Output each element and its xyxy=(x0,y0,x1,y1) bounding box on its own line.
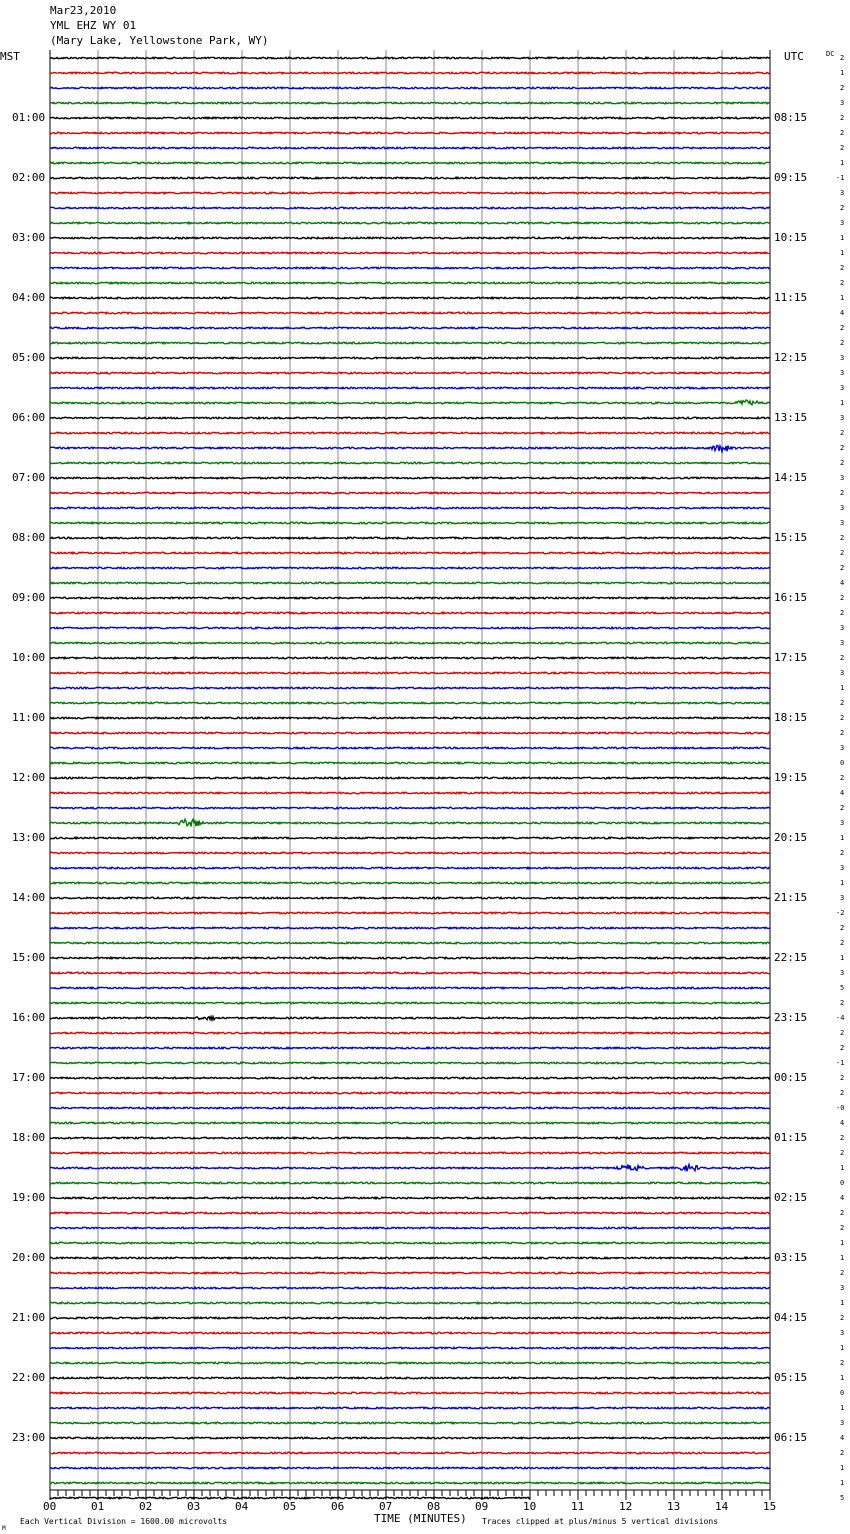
x-tick-label: 09 xyxy=(475,1500,489,1513)
dc-offset-value: 2 xyxy=(840,444,845,452)
seismic-trace xyxy=(50,537,770,539)
dc-offset-value: -0 xyxy=(836,1104,845,1112)
seismic-trace xyxy=(50,687,770,689)
seismic-trace xyxy=(50,222,770,224)
dc-offset-value: 1 xyxy=(840,1239,845,1247)
seismic-trace xyxy=(50,1062,770,1064)
dc-offset-value: 0 xyxy=(840,1179,845,1187)
dc-offset-value: 2 xyxy=(840,129,845,137)
seismic-trace xyxy=(50,162,770,164)
seismic-trace xyxy=(50,445,770,452)
dc-offset-value: 1 xyxy=(840,834,845,842)
left-hour-label: 21:00 xyxy=(12,1311,46,1324)
right-hour-label: 17:15 xyxy=(774,651,808,664)
seismic-trace xyxy=(50,657,770,659)
seismic-trace xyxy=(50,312,770,314)
dc-offset-value: -2 xyxy=(836,909,845,917)
dc-offset-value: 3 xyxy=(840,819,845,827)
seismic-trace xyxy=(50,1122,770,1124)
seismic-trace xyxy=(50,762,770,764)
left-hour-label: 17:00 xyxy=(12,1071,46,1084)
seismic-trace xyxy=(50,117,770,119)
seismic-trace xyxy=(50,987,770,989)
seismic-trace xyxy=(50,342,770,344)
dc-offset-value: 2 xyxy=(840,564,845,572)
x-tick-label: 04 xyxy=(235,1500,249,1513)
seismic-trace xyxy=(50,477,770,479)
left-hour-label: 14:00 xyxy=(12,891,46,904)
dc-offset-value: 2 xyxy=(840,654,845,662)
dc-offset-value: 2 xyxy=(840,924,845,932)
dc-offset-value: 2 xyxy=(840,1044,845,1052)
dc-offset-value: 2 xyxy=(840,1449,845,1457)
x-tick-label: 06 xyxy=(331,1500,345,1513)
seismic-trace xyxy=(50,1182,770,1184)
seismic-trace xyxy=(50,567,770,569)
seismic-trace xyxy=(50,147,770,149)
x-tick-label: 01 xyxy=(91,1500,105,1513)
right-hour-label: 02:15 xyxy=(774,1191,808,1204)
seismic-trace xyxy=(50,627,770,629)
seismic-trace xyxy=(50,1407,770,1409)
left-hour-label: 19:00 xyxy=(12,1191,46,1204)
seismic-trace xyxy=(50,1467,770,1469)
seismic-trace xyxy=(50,1002,770,1004)
dc-offset-value: -1 xyxy=(836,1059,845,1067)
dc-offset-value: 1 xyxy=(840,1404,845,1412)
seismic-trace xyxy=(50,612,770,614)
right-hour-label: 23:15 xyxy=(774,1011,808,1024)
dc-offset-value: 3 xyxy=(840,519,845,527)
seismic-trace xyxy=(50,852,770,854)
dc-offset-value: 2 xyxy=(840,459,845,467)
seismic-trace xyxy=(50,942,770,944)
seismic-trace xyxy=(50,102,770,104)
seismic-trace xyxy=(50,1452,770,1454)
dc-offset-value: 0 xyxy=(840,759,845,767)
dc-offset-value: 2 xyxy=(840,84,845,92)
seismic-trace xyxy=(50,867,770,869)
seismic-trace xyxy=(50,1107,770,1109)
dc-offset-value: 3 xyxy=(840,189,845,197)
seismic-trace xyxy=(50,1377,770,1379)
dc-offset-value: 3 xyxy=(840,384,845,392)
left-hour-label: 02:00 xyxy=(12,171,46,184)
dc-offset-value: 2 xyxy=(840,1224,845,1232)
dc-offset-value: 3 xyxy=(840,474,845,482)
x-tick-label: 03 xyxy=(187,1500,201,1513)
x-tick-label: 08 xyxy=(427,1500,441,1513)
dc-offset-value: 1 xyxy=(840,1164,845,1172)
seismic-trace xyxy=(50,1032,770,1034)
x-tick-label: 15 xyxy=(763,1500,777,1513)
dc-offset-value: 1 xyxy=(840,1464,845,1472)
left-hour-label: 03:00 xyxy=(12,231,46,244)
seismic-trace xyxy=(50,1392,770,1394)
right-hour-label: 20:15 xyxy=(774,831,808,844)
dc-offset-value: 2 xyxy=(840,339,845,347)
seismic-trace xyxy=(50,1272,770,1274)
dc-offset-value: 1 xyxy=(840,294,845,302)
dc-offset-value: 1 xyxy=(840,234,845,242)
seismic-trace xyxy=(50,1017,770,1020)
seismic-trace xyxy=(50,972,770,974)
right-hour-label: 21:15 xyxy=(774,891,808,904)
dc-offset-value: 2 xyxy=(840,804,845,812)
seismic-trace xyxy=(50,1347,770,1349)
seismic-trace xyxy=(50,1482,770,1484)
x-tick-label: 02 xyxy=(139,1500,153,1513)
seismic-trace xyxy=(50,282,770,284)
dc-offset-value: 3 xyxy=(840,504,845,512)
station-code: YML EHZ WY 01 xyxy=(50,19,137,32)
right-hour-label: 18:15 xyxy=(774,711,808,724)
right-hour-label: 12:15 xyxy=(774,351,808,364)
right-hour-label: 13:15 xyxy=(774,411,808,424)
seismic-trace xyxy=(50,747,770,749)
dc-offset-value: 2 xyxy=(840,1149,845,1157)
left-hour-label: 09:00 xyxy=(12,591,46,604)
x-tick-label: 10 xyxy=(523,1500,537,1513)
seismic-trace xyxy=(50,387,770,389)
seismic-trace xyxy=(50,1197,770,1199)
x-tick-label: 14 xyxy=(715,1500,729,1513)
right-hour-label: 11:15 xyxy=(774,291,808,304)
left-hour-label: 05:00 xyxy=(12,351,46,364)
right-hour-label: 22:15 xyxy=(774,951,808,964)
seismic-trace xyxy=(50,372,770,374)
seismic-trace xyxy=(50,819,770,826)
dc-offset-value: 1 xyxy=(840,879,845,887)
dc-offset-value: 5 xyxy=(840,984,845,992)
seismic-trace xyxy=(50,207,770,209)
seismic-trace xyxy=(50,912,770,914)
seismic-trace xyxy=(50,552,770,554)
left-hour-label: 15:00 xyxy=(12,951,46,964)
seismic-trace xyxy=(50,1212,770,1214)
x-tick-label: 05 xyxy=(283,1500,297,1513)
seismic-trace xyxy=(50,1047,770,1049)
seismic-trace xyxy=(50,267,770,269)
seismic-trace xyxy=(50,957,770,959)
dc-offset-value: 1 xyxy=(840,399,845,407)
station-location: (Mary Lake, Yellowstone Park, WY) xyxy=(50,34,269,47)
dc-offset-value: 2 xyxy=(840,999,845,1007)
left-timezone-label: MST xyxy=(0,50,20,63)
seismic-trace xyxy=(50,1227,770,1229)
dc-offset-value: 3 xyxy=(840,969,845,977)
seismic-trace xyxy=(50,1362,770,1364)
dc-offset-value: 4 xyxy=(840,1194,845,1202)
dc-offset-value: 2 xyxy=(840,714,845,722)
seismic-trace xyxy=(50,400,770,405)
seismic-trace xyxy=(50,837,770,839)
dc-offset-value: 3 xyxy=(840,99,845,107)
dc-offset-value: 1 xyxy=(840,954,845,962)
dc-offset-value: 2 xyxy=(840,264,845,272)
seismic-trace xyxy=(50,1077,770,1079)
right-hour-label: 04:15 xyxy=(774,1311,808,1324)
dc-offset-value: 2 xyxy=(840,1314,845,1322)
dc-offset-value: 2 xyxy=(840,279,845,287)
dc-offset-value: 3 xyxy=(840,864,845,872)
dc-offset-value: 2 xyxy=(840,1089,845,1097)
seismic-trace xyxy=(50,192,770,194)
x-tick-label: 07 xyxy=(379,1500,393,1513)
dc-offset-value: 3 xyxy=(840,624,845,632)
dc-offset-value: 2 xyxy=(840,594,845,602)
dc-offset-value: 3 xyxy=(840,369,845,377)
x-tick-label: 00 xyxy=(43,1500,57,1513)
right-hour-label: 16:15 xyxy=(774,591,808,604)
seismic-trace xyxy=(50,1257,770,1259)
seismic-trace xyxy=(50,777,770,779)
dc-offset-value: 1 xyxy=(840,69,845,77)
dc-offset-value: 1 xyxy=(840,1254,845,1262)
dc-offset-value: 2 xyxy=(840,774,845,782)
seismic-trace xyxy=(50,87,770,89)
dc-offset-value: 2 xyxy=(840,1134,845,1142)
left-hour-label: 01:00 xyxy=(12,111,46,124)
dc-offset-value: 2 xyxy=(840,54,845,62)
x-tick-label: 11 xyxy=(571,1500,585,1513)
dc-offset-value: 4 xyxy=(840,1434,845,1442)
seismic-trace xyxy=(50,462,770,464)
dc-offset-value: 1 xyxy=(840,1374,845,1382)
seismic-trace xyxy=(50,927,770,929)
dc-offset-value: 3 xyxy=(840,639,845,647)
dc-offset-value: 1 xyxy=(840,159,845,167)
left-hour-label: 12:00 xyxy=(12,771,46,784)
seismic-trace xyxy=(50,507,770,509)
right-hour-label: 06:15 xyxy=(774,1431,808,1444)
dc-offset-value: 2 xyxy=(840,1074,845,1082)
seismic-trace xyxy=(50,1137,770,1139)
seismic-trace xyxy=(50,432,770,434)
seismic-trace xyxy=(50,1287,770,1289)
dc-offset-value: 2 xyxy=(840,534,845,542)
left-hour-label: 08:00 xyxy=(12,531,46,544)
seismic-trace xyxy=(50,1152,770,1154)
seismic-trace xyxy=(50,717,770,719)
dc-offset-value: 3 xyxy=(840,744,845,752)
dc-offset-value: 3 xyxy=(840,1284,845,1292)
seismic-trace xyxy=(50,1422,770,1424)
left-hour-label: 10:00 xyxy=(12,651,46,664)
seismic-trace xyxy=(50,792,770,794)
seismic-trace xyxy=(50,327,770,329)
dc-offset-value: 0 xyxy=(840,1389,845,1397)
x-tick-label: 13 xyxy=(667,1500,681,1513)
dc-offset-value: 2 xyxy=(840,489,845,497)
seismic-trace xyxy=(50,297,770,299)
seismic-trace xyxy=(50,1317,770,1319)
seismic-trace xyxy=(50,1092,770,1094)
left-hour-label: 16:00 xyxy=(12,1011,46,1024)
seismic-trace xyxy=(50,57,770,59)
right-hour-label: 10:15 xyxy=(774,231,808,244)
right-hour-label: 15:15 xyxy=(774,531,808,544)
seismic-trace xyxy=(50,702,770,704)
left-hour-label: 23:00 xyxy=(12,1431,46,1444)
dc-offset-value: 2 xyxy=(840,849,845,857)
dc-offset-value: 3 xyxy=(840,1419,845,1427)
left-hour-label: 04:00 xyxy=(12,291,46,304)
seismic-trace xyxy=(50,417,770,419)
seismic-trace xyxy=(50,1242,770,1244)
seismic-trace xyxy=(50,1332,770,1334)
dc-offset-value: 2 xyxy=(840,1359,845,1367)
clip-note: Traces clipped at plus/minus 5 vertical divisions xyxy=(482,1517,719,1526)
scale-note: Each Vertical Division = 1600.00 microvolts xyxy=(20,1517,228,1526)
right-hour-label: 09:15 xyxy=(774,171,808,184)
left-hour-label: 13:00 xyxy=(12,831,46,844)
dc-offset-value: 4 xyxy=(840,789,845,797)
dc-offset-value: 3 xyxy=(840,894,845,902)
seismic-trace xyxy=(50,492,770,494)
dc-offset-value: 2 xyxy=(840,144,845,152)
dc-column-label: DC xyxy=(826,50,835,58)
dc-offset-value: 2 xyxy=(840,699,845,707)
dc-offset-value: 3 xyxy=(840,669,845,677)
seismic-trace xyxy=(50,642,770,644)
seismic-trace xyxy=(50,1165,770,1172)
dc-offset-value: 5 xyxy=(840,1494,845,1502)
seismic-trace xyxy=(50,237,770,239)
dc-offset-value: 2 xyxy=(840,324,845,332)
left-hour-label: 22:00 xyxy=(12,1371,46,1384)
x-axis-title: TIME (MINUTES) xyxy=(374,1512,467,1525)
dc-offset-value: -4 xyxy=(836,1014,845,1022)
right-hour-label: 00:15 xyxy=(774,1071,808,1084)
dc-offset-value: 3 xyxy=(840,219,845,227)
dc-offset-value: 2 xyxy=(840,729,845,737)
dc-offset-value: 2 xyxy=(840,549,845,557)
seismic-trace xyxy=(50,357,770,359)
right-hour-label: 03:15 xyxy=(774,1251,808,1264)
left-hour-label: 11:00 xyxy=(12,711,46,724)
dc-offset-value: 2 xyxy=(840,609,845,617)
seismic-trace xyxy=(50,132,770,134)
seismic-trace xyxy=(50,252,770,254)
dc-offset-value: 1 xyxy=(840,684,845,692)
dc-offset-value: 3 xyxy=(840,1329,845,1337)
dc-offset-value: -1 xyxy=(836,174,845,182)
dc-offset-value: 2 xyxy=(840,429,845,437)
right-timezone-label: UTC xyxy=(784,50,804,63)
right-hour-label: 01:15 xyxy=(774,1131,808,1144)
seismic-trace xyxy=(50,897,770,899)
seismic-trace xyxy=(50,177,770,179)
dc-offset-value: 4 xyxy=(840,579,845,587)
left-hour-label: 07:00 xyxy=(12,471,46,484)
record-date: Mar23,2010 xyxy=(50,4,117,17)
dc-offset-value: 2 xyxy=(840,114,845,122)
seismic-trace xyxy=(50,882,770,884)
seismic-trace xyxy=(50,732,770,734)
dc-offset-value: 2 xyxy=(840,1029,845,1037)
seismic-trace xyxy=(50,597,770,599)
dc-offset-value: 2 xyxy=(840,1269,845,1277)
dc-offset-value: 4 xyxy=(840,309,845,317)
dc-offset-value: 3 xyxy=(840,354,845,362)
corner-mark: M xyxy=(2,1525,6,1532)
seismic-trace xyxy=(50,72,770,74)
dc-offset-value: 1 xyxy=(840,1344,845,1352)
dc-offset-value: 1 xyxy=(840,1299,845,1307)
left-hour-label: 06:00 xyxy=(12,411,46,424)
dc-offset-value: 2 xyxy=(840,204,845,212)
seismic-trace xyxy=(50,807,770,809)
seismic-trace xyxy=(50,1302,770,1304)
dc-offset-value: 4 xyxy=(840,1119,845,1127)
right-hour-label: 05:15 xyxy=(774,1371,808,1384)
dc-offset-value: 2 xyxy=(840,1209,845,1217)
seismic-trace xyxy=(50,1437,770,1439)
right-hour-label: 08:15 xyxy=(774,111,808,124)
dc-offset-value: 2 xyxy=(840,939,845,947)
x-tick-label: 12 xyxy=(619,1500,633,1513)
right-hour-label: 14:15 xyxy=(774,471,808,484)
seismic-trace xyxy=(50,522,770,524)
seismic-trace xyxy=(50,582,770,584)
left-hour-label: 20:00 xyxy=(12,1251,46,1264)
dc-offset-value: 3 xyxy=(840,414,845,422)
dc-offset-value: 1 xyxy=(840,249,845,257)
dc-offset-value: 1 xyxy=(840,1479,845,1487)
seismic-trace xyxy=(50,672,770,674)
right-hour-label: 19:15 xyxy=(774,771,808,784)
left-hour-label: 18:00 xyxy=(12,1131,46,1144)
